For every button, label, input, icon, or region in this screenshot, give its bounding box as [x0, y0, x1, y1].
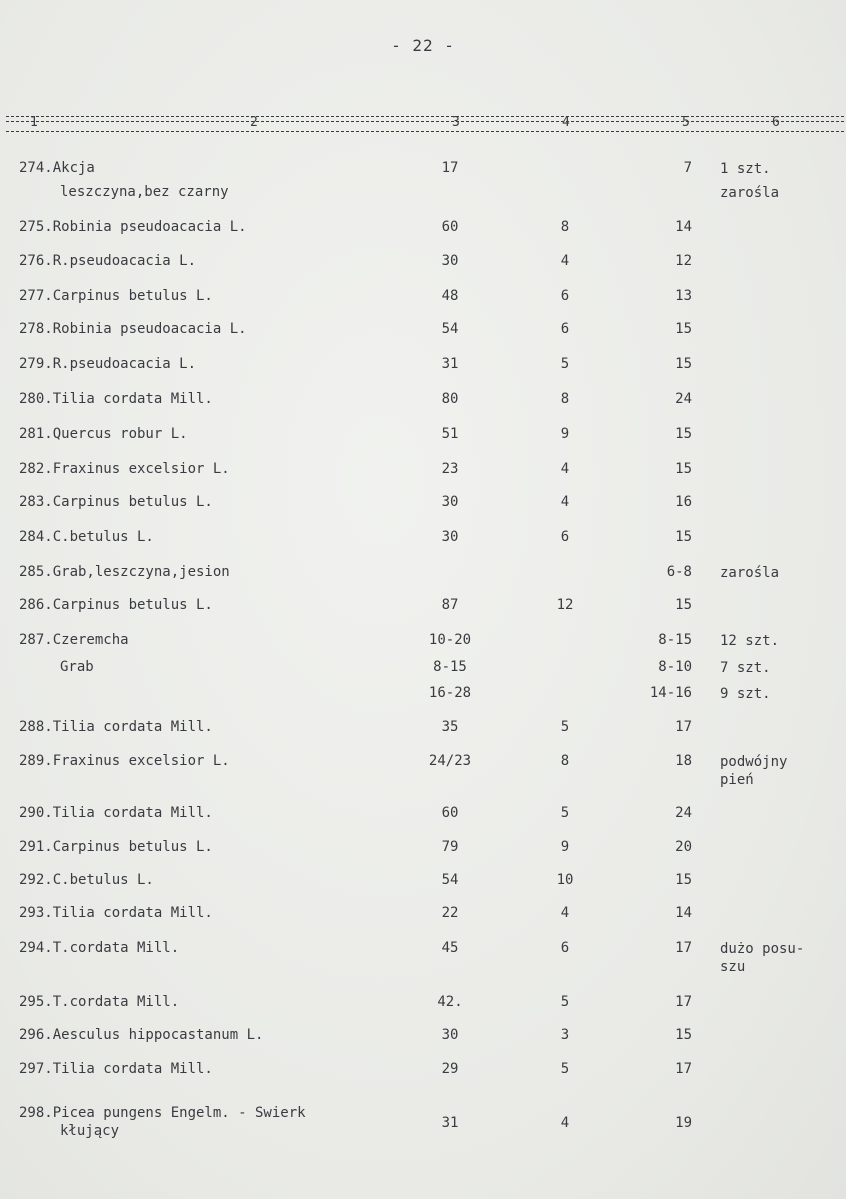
- count-value: 4: [560, 905, 570, 921]
- diameter-value: 35: [441, 719, 459, 735]
- species-name-continued: leszczyna,bez czarny: [60, 184, 229, 200]
- count-value: 6: [560, 529, 570, 545]
- diameter-value: 31: [441, 356, 459, 372]
- column-number-5: 5: [682, 115, 690, 130]
- count-value: 10: [556, 872, 574, 888]
- diameter-value: 80: [441, 391, 459, 407]
- diameter-value: 30: [441, 253, 459, 269]
- height-value: 15: [675, 426, 692, 442]
- count-value: 5: [560, 1061, 570, 1077]
- diameter-value: 10-20: [428, 632, 472, 648]
- count-value: 6: [560, 288, 570, 304]
- column-number-4: 4: [562, 115, 570, 130]
- diameter-value: 54: [441, 872, 459, 888]
- count-value: 12: [556, 597, 574, 613]
- species-name: 290.Tilia cordata Mill.: [19, 805, 213, 821]
- remarks: 9 szt.: [720, 686, 771, 702]
- height-value: 15: [675, 1027, 692, 1043]
- species-name-continued: Grab: [60, 659, 94, 675]
- species-name: 282.Fraxinus excelsior L.: [19, 461, 230, 477]
- diameter-value: 17: [441, 160, 459, 176]
- column-number-3: 3: [452, 115, 460, 130]
- remarks: 12 szt.: [720, 633, 780, 649]
- count-value: 5: [560, 356, 570, 372]
- remarks: zarośla: [720, 565, 780, 581]
- diameter-value: 60: [441, 219, 459, 235]
- column-number-1: 1: [30, 115, 38, 130]
- diameter-value: 31: [441, 1115, 459, 1131]
- remarks-continued: pień: [720, 772, 754, 788]
- height-value: 15: [675, 356, 692, 372]
- diameter-value: 30: [441, 494, 459, 510]
- species-name: 275.Robinia pseudoacacia L.: [19, 219, 247, 235]
- diameter-value: 79: [441, 839, 459, 855]
- diameter-value: 51: [441, 426, 459, 442]
- species-name: 295.T.cordata Mill.: [19, 994, 180, 1010]
- height-value: 15: [675, 529, 692, 545]
- diameter-value: 24/23: [428, 753, 472, 769]
- height-value: 8-10: [658, 659, 692, 675]
- diameter-value: 42.: [437, 994, 463, 1010]
- count-value: 4: [560, 1115, 570, 1131]
- species-name: 285.Grab,leszczyna,jesion: [19, 564, 230, 580]
- height-value: 13: [675, 288, 692, 304]
- diameter-value: 22: [441, 905, 459, 921]
- height-value: 24: [675, 805, 692, 821]
- species-name: 279.R.pseudoacacia L.: [19, 356, 197, 372]
- diameter-value: 29: [441, 1061, 459, 1077]
- height-value: 15: [675, 597, 692, 613]
- species-name: 288.Tilia cordata Mill.: [19, 719, 213, 735]
- count-value: 5: [560, 805, 570, 821]
- species-name: 281.Quercus robur L.: [19, 426, 188, 442]
- count-value: 8: [560, 219, 570, 235]
- species-name: 277.Carpinus betulus L.: [19, 288, 213, 304]
- species-name: 278.Robinia pseudoacacia L.: [19, 321, 247, 337]
- remarks: podwójny: [720, 754, 788, 770]
- height-value: 18: [675, 753, 692, 769]
- species-name: 292.C.betulus L.: [19, 872, 154, 888]
- height-value: 14: [675, 219, 692, 235]
- table-header-rule: [6, 131, 844, 132]
- height-value: 14-16: [649, 685, 692, 701]
- diameter-value: 54: [441, 321, 459, 337]
- count-value: 4: [560, 494, 570, 510]
- count-value: 6: [560, 321, 570, 337]
- height-value: 15: [675, 872, 692, 888]
- count-value: 3: [560, 1027, 570, 1043]
- height-value: 15: [675, 461, 692, 477]
- remarks: 7 szt.: [720, 660, 771, 676]
- height-value: 12: [675, 253, 692, 269]
- diameter-value: 30: [441, 1027, 459, 1043]
- count-value: 8: [560, 753, 570, 769]
- remarks: 1 szt.: [720, 161, 771, 177]
- species-name: 287.Czeremcha: [19, 632, 129, 648]
- count-value: 5: [560, 719, 570, 735]
- count-value: 4: [560, 253, 570, 269]
- height-value: 8-15: [658, 632, 692, 648]
- species-name: 291.Carpinus betulus L.: [19, 839, 213, 855]
- species-name: 274.Akcja: [19, 160, 95, 176]
- height-value: 7: [683, 160, 692, 176]
- species-name: 276.R.pseudoacacia L.: [19, 253, 197, 269]
- species-name: 294.T.cordata Mill.: [19, 940, 180, 956]
- table-top-rule: [6, 116, 844, 117]
- species-name: 286.Carpinus betulus L.: [19, 597, 213, 613]
- height-value: 24: [675, 391, 692, 407]
- species-name: 284.C.betulus L.: [19, 529, 154, 545]
- remarks: dużo posu-: [720, 941, 805, 957]
- table-top-rule-2: [6, 121, 844, 122]
- height-value: 15: [675, 321, 692, 337]
- species-name: 297.Tilia cordata Mill.: [19, 1061, 213, 1077]
- species-name-continued: kłujący: [60, 1123, 120, 1139]
- column-number-6: 6: [772, 115, 780, 130]
- diameter-value: 48: [441, 288, 459, 304]
- diameter-value: 30: [441, 529, 459, 545]
- species-name: 296.Aesculus hippocastanum L.: [19, 1027, 264, 1043]
- diameter-value: 16-28: [428, 685, 472, 701]
- count-value: 4: [560, 461, 570, 477]
- diameter-value: 23: [441, 461, 459, 477]
- count-value: 5: [560, 994, 570, 1010]
- diameter-value: 45: [441, 940, 459, 956]
- height-value: 6-8: [666, 564, 692, 580]
- diameter-value: 8-15: [433, 659, 467, 675]
- count-value: 9: [560, 426, 570, 442]
- height-value: 17: [675, 940, 692, 956]
- species-name: 298.Picea pungens Engelm. - Swierk: [19, 1105, 306, 1121]
- height-value: 17: [675, 719, 692, 735]
- diameter-value: 60: [441, 805, 459, 821]
- page-number: - 22 -: [391, 36, 455, 55]
- count-value: 8: [560, 391, 570, 407]
- species-name: 283.Carpinus betulus L.: [19, 494, 213, 510]
- height-value: 19: [675, 1115, 692, 1131]
- species-name: 293.Tilia cordata Mill.: [19, 905, 213, 921]
- species-name: 280.Tilia cordata Mill.: [19, 391, 213, 407]
- remarks-continued: zarośla: [720, 185, 780, 201]
- count-value: 6: [560, 940, 570, 956]
- height-value: 14: [675, 905, 692, 921]
- remarks-continued: szu: [720, 959, 746, 975]
- height-value: 16: [675, 494, 692, 510]
- height-value: 20: [675, 839, 692, 855]
- species-name: 289.Fraxinus excelsior L.: [19, 753, 230, 769]
- diameter-value: 87: [441, 597, 459, 613]
- height-value: 17: [675, 1061, 692, 1077]
- column-number-2: 2: [250, 115, 258, 130]
- count-value: 9: [560, 839, 570, 855]
- height-value: 17: [675, 994, 692, 1010]
